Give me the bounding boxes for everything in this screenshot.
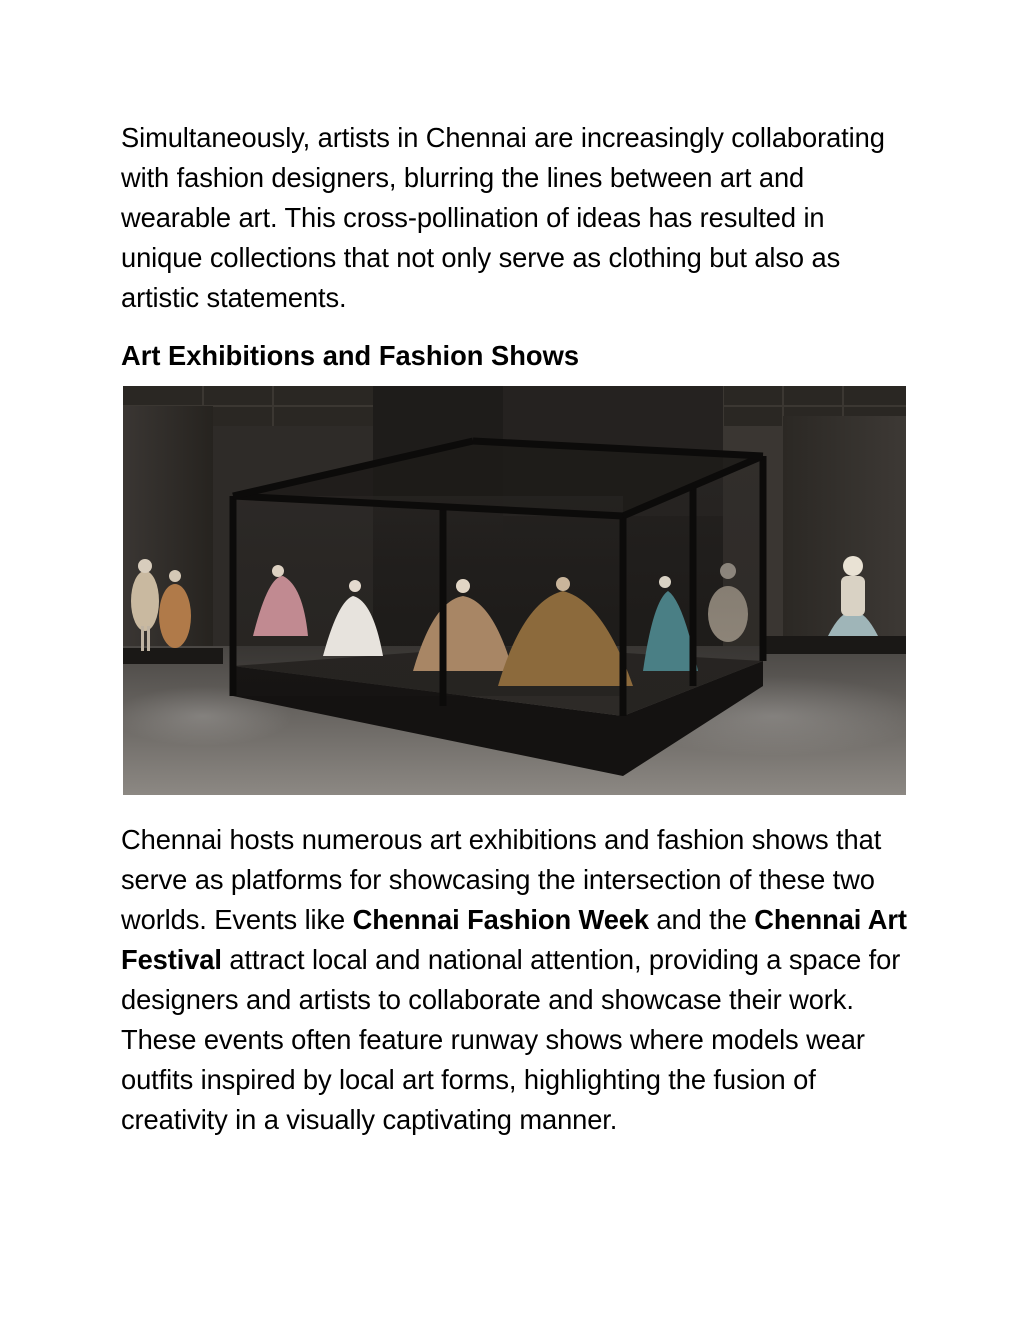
document-page [121, 118, 911, 376]
body-text-3: attract local and national attention, providing a space for designers and artists to collaborate and showcase their work. These events often feature runway shows where models wear outfits inspired by local art forms, highlighting the fusion of creativity in a visually captivating manner. [121, 944, 901, 1135]
body-paragraph [121, 820, 911, 1140]
body-section [121, 820, 911, 1140]
body-text-1: Chennai hosts numerous art exhibitions and fashion shows that serve as platforms for showcasing the intersection of these two worlds. Events like [121, 824, 882, 935]
chennai-fashion-week-label: Chennai Fashion Week [352, 904, 649, 935]
chennai-art-festival-label: Chennai Art Festival [121, 904, 907, 975]
museum-gallery-image [123, 386, 906, 795]
intro-paragraph: Simultaneously, artists in Chennai are increasingly collaborating with fashion designers, blurring the lines between art and wearable art. This cross-pollination of ideas has resulted in unique collections that not only serve as clothing but also as artistic statements. [121, 122, 885, 313]
body-text-2: and the [648, 904, 755, 935]
section-heading: Art Exhibitions and Fashion Shows [121, 340, 580, 371]
exhibition-photo [123, 386, 906, 795]
